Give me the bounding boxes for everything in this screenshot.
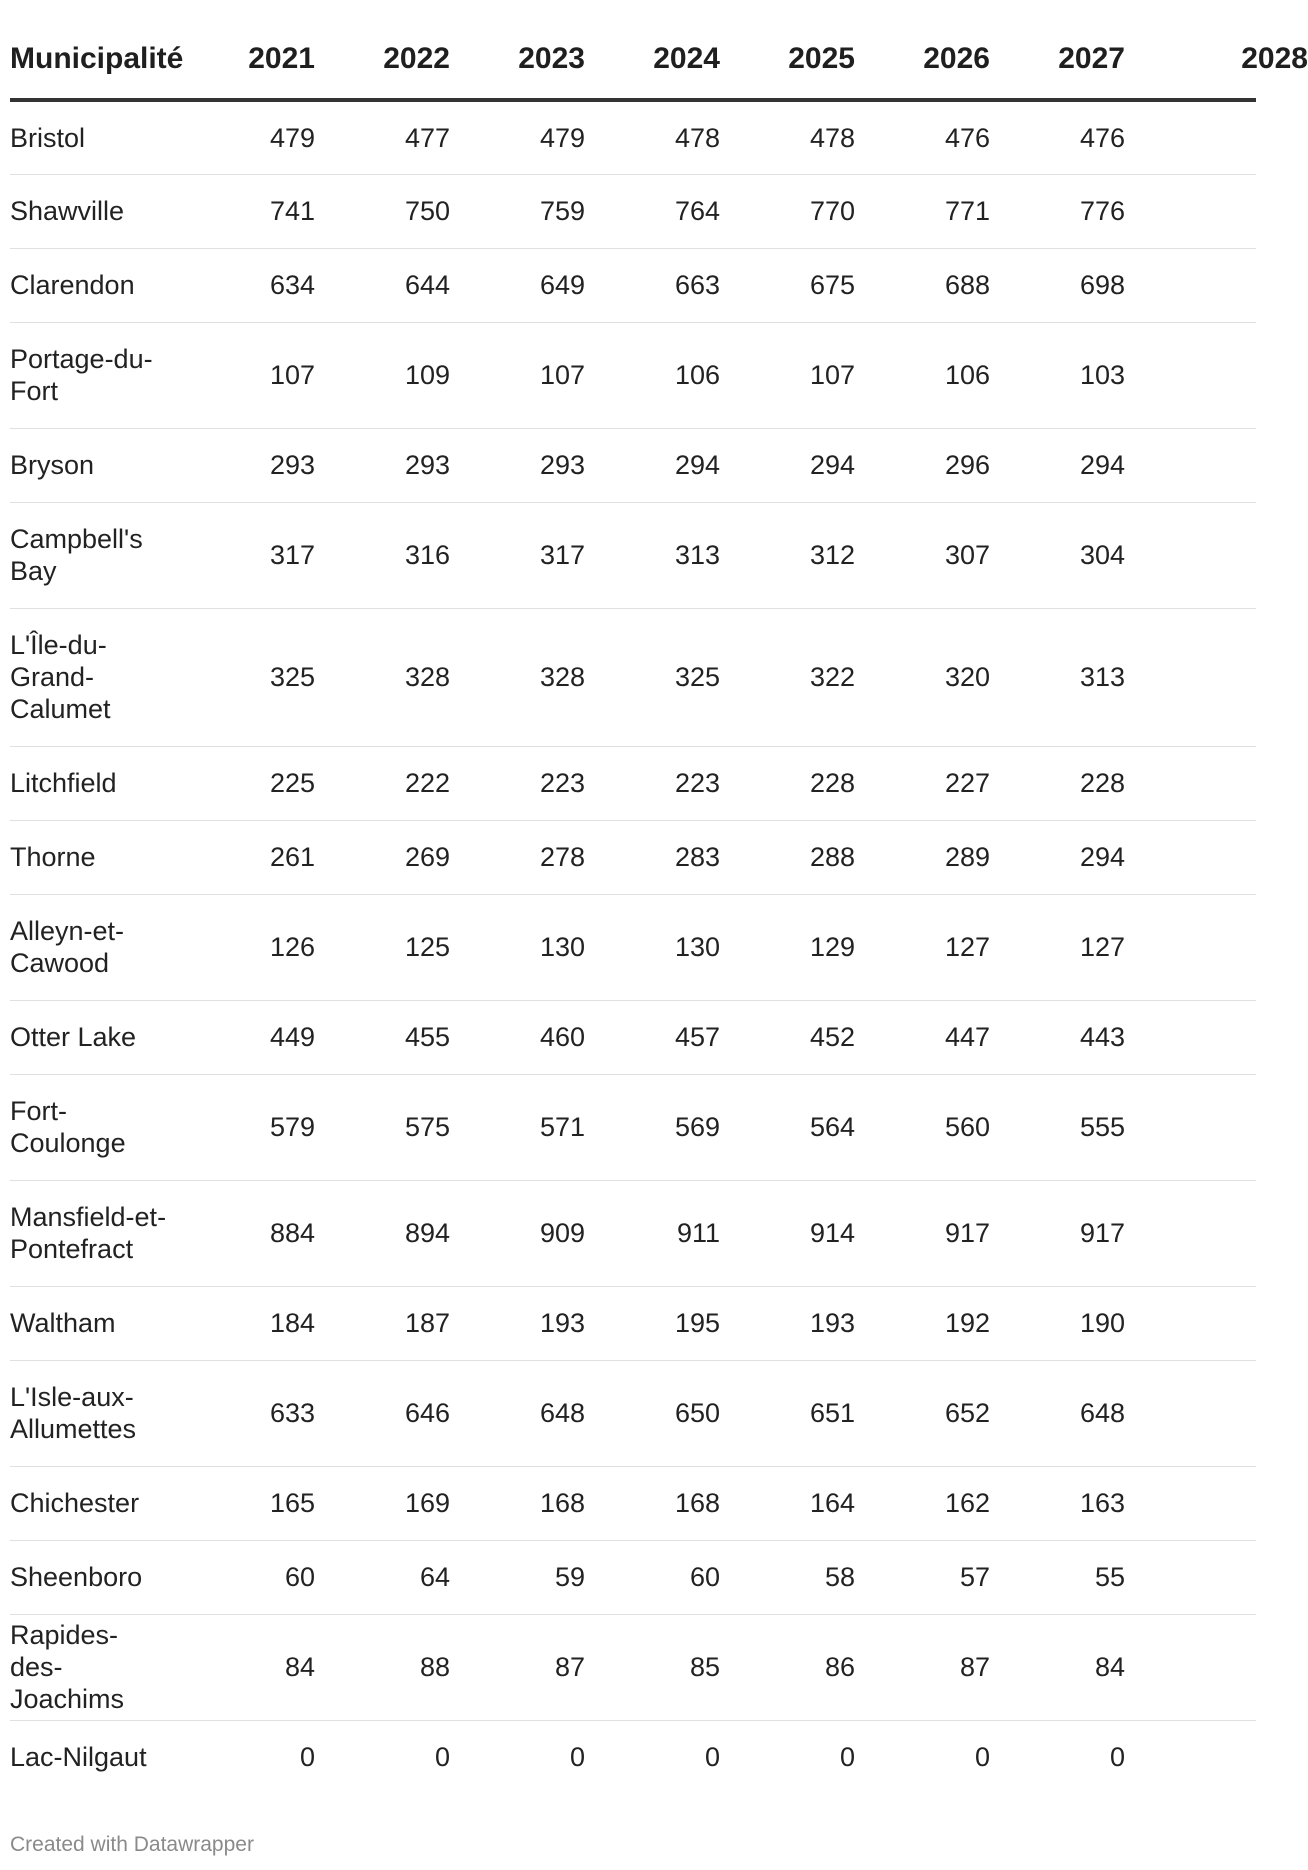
value-cell-2024: 130	[585, 894, 720, 1000]
value-cell-2021: 0	[299, 1742, 315, 1773]
value-cell-2025: 675	[720, 248, 855, 322]
value-cell-2023: 168	[450, 1466, 585, 1540]
table-row	[10, 1000, 1256, 1074]
value-cell-2025: 914	[720, 1180, 855, 1286]
value-cell-2024: 85	[585, 1614, 720, 1720]
column-header-2025[interactable]: 2025	[720, 0, 855, 100]
value-cell-2025: 228	[720, 746, 855, 820]
value-cell-clipped	[1125, 1074, 1256, 1180]
value-cell-2023: 130	[450, 894, 585, 1000]
value-cell-2027: 917	[990, 1180, 1125, 1286]
municipality-name-cell: L'Isle-aux-Allumettes	[10, 1360, 180, 1466]
value-cell-clipped	[1125, 428, 1256, 502]
value-cell-2027: 443	[990, 1000, 1125, 1074]
value-cell-2024: 569	[585, 1074, 720, 1180]
value-cell-2022: 64	[315, 1540, 450, 1614]
value-cell-clipped	[1125, 1540, 1256, 1614]
value-cell-2024: 0	[704, 1742, 720, 1773]
value-cell-2026: 320	[855, 608, 990, 746]
population-table	[10, 0, 1308, 1794]
value-cell-2024: 195	[585, 1286, 720, 1360]
value-cell-2026: 127	[855, 894, 990, 1000]
table-row	[10, 248, 1256, 322]
municipality-name-cell: Fort-Coulonge	[10, 1074, 180, 1180]
municipality-name-cell: Shawville	[10, 174, 180, 248]
value-cell-2027: 294	[990, 428, 1125, 502]
value-cell-2023: 479	[450, 100, 585, 174]
value-cell-2026: 87	[855, 1614, 990, 1720]
value-cell-2023: 107	[450, 322, 585, 428]
value-cell-2021: 633	[180, 1360, 315, 1466]
table-row	[10, 1286, 1256, 1360]
municipality-name-cell: Lac-Nilgaut	[10, 1742, 147, 1773]
value-cell-2025: 651	[720, 1360, 855, 1466]
table-row	[10, 1360, 1256, 1466]
value-cell-2022: 293	[315, 428, 450, 502]
value-cell-2021: 325	[180, 608, 315, 746]
value-cell-2021: 579	[180, 1074, 315, 1180]
value-cell-2022: 269	[315, 820, 450, 894]
value-cell-2025: 0	[839, 1742, 855, 1773]
value-cell-clipped	[1125, 608, 1256, 746]
column-header-2022[interactable]: 2022	[315, 0, 450, 100]
value-cell-2024: 663	[585, 248, 720, 322]
value-cell-2023: 193	[450, 1286, 585, 1360]
value-cell-2024: 478	[585, 100, 720, 174]
value-cell-2026: 0	[974, 1742, 990, 1773]
value-cell-2025: 129	[720, 894, 855, 1000]
value-cell-2021: 884	[180, 1180, 315, 1286]
table-row	[10, 1180, 1256, 1286]
value-cell-2027: 776	[990, 174, 1125, 248]
value-cell-2026: 652	[855, 1360, 990, 1466]
value-cell-clipped	[1125, 1614, 1256, 1720]
value-cell-2026: 447	[855, 1000, 990, 1074]
value-cell-2023: 87	[450, 1614, 585, 1720]
value-cell-2023: 59	[450, 1540, 585, 1614]
value-cell-2022: 316	[315, 502, 450, 608]
value-cell-2022: 750	[315, 174, 450, 248]
table-row	[10, 608, 1256, 746]
value-cell-2022: 125	[315, 894, 450, 1000]
table-row	[10, 502, 1256, 608]
value-cell-clipped	[1125, 1286, 1256, 1360]
value-cell-2024: 911	[585, 1180, 720, 1286]
table-row	[10, 1614, 1256, 1720]
value-cell-2027: 648	[990, 1360, 1125, 1466]
value-cell-2022: 109	[315, 322, 450, 428]
value-cell-2021: 741	[180, 174, 315, 248]
value-cell-2024: 106	[585, 322, 720, 428]
table-row	[10, 1540, 1256, 1614]
value-cell-2026: 106	[855, 322, 990, 428]
value-cell-2027: 294	[990, 820, 1125, 894]
value-cell-2023: 0	[569, 1742, 585, 1773]
value-cell-clipped	[1125, 1720, 1256, 1794]
value-cell-2025: 164	[720, 1466, 855, 1540]
value-cell-clipped	[1125, 248, 1256, 322]
value-cell-2026: 192	[855, 1286, 990, 1360]
table-row	[10, 820, 1256, 894]
value-cell-2023: 649	[450, 248, 585, 322]
value-cell-2024: 223	[585, 746, 720, 820]
value-cell-2025: 294	[720, 428, 855, 502]
value-cell-2024: 764	[585, 174, 720, 248]
table-row	[10, 746, 1256, 820]
value-cell-2023: 571	[450, 1074, 585, 1180]
value-cell-2023: 909	[450, 1180, 585, 1286]
municipality-name-cell: Bryson	[10, 428, 180, 502]
value-cell-2022: 575	[315, 1074, 450, 1180]
value-cell-2027: 190	[990, 1286, 1125, 1360]
column-header-2028-label: 2028	[1241, 42, 1308, 75]
value-cell-2021: 107	[180, 322, 315, 428]
value-cell-2022: 477	[315, 100, 450, 174]
column-header-2027[interactable]: 2027	[990, 0, 1125, 100]
value-cell-2024: 325	[585, 608, 720, 746]
value-cell-2027: 84	[990, 1614, 1125, 1720]
value-cell-2022: 0	[434, 1742, 450, 1773]
value-cell-2021: 634	[180, 248, 315, 322]
value-cell-2024: 457	[585, 1000, 720, 1074]
table-row	[10, 174, 1256, 248]
column-header-2021[interactable]: 2021	[180, 0, 315, 100]
municipality-name-cell: Litchfield	[10, 746, 180, 820]
municipality-name-cell: L'Île-du-Grand-Calumet	[10, 608, 180, 746]
value-cell-2026: 57	[855, 1540, 990, 1614]
value-cell-clipped	[1125, 1000, 1256, 1074]
value-cell-clipped	[1125, 100, 1256, 174]
municipality-name-cell: Alleyn-et-Cawood	[10, 894, 180, 1000]
value-cell-2021: 60	[180, 1540, 315, 1614]
value-cell-2026: 688	[855, 248, 990, 322]
value-cell-2022: 894	[315, 1180, 450, 1286]
table-row	[10, 1466, 1256, 1540]
value-cell-2026: 771	[855, 174, 990, 248]
value-cell-2023: 460	[450, 1000, 585, 1074]
value-cell-2022: 455	[315, 1000, 450, 1074]
value-cell-2023: 317	[450, 502, 585, 608]
column-header-2024[interactable]: 2024	[585, 0, 720, 100]
value-cell-2025: 86	[720, 1614, 855, 1720]
municipality-name-cell: Bristol	[10, 100, 180, 174]
municipality-name-cell: Waltham	[10, 1286, 180, 1360]
value-cell-2025: 312	[720, 502, 855, 608]
municipality-name-cell: Mansfield-et-Pontefract	[10, 1180, 180, 1286]
value-cell-2024: 294	[585, 428, 720, 502]
value-cell-clipped	[1125, 1180, 1256, 1286]
table-row	[10, 428, 1256, 502]
value-cell-clipped	[1125, 820, 1256, 894]
value-cell-2021: 449	[180, 1000, 315, 1074]
value-cell-2027: 555	[990, 1074, 1125, 1180]
value-cell-2022: 646	[315, 1360, 450, 1466]
value-cell-2025: 452	[720, 1000, 855, 1074]
column-header-2026[interactable]: 2026	[855, 0, 990, 100]
value-cell-2021: 225	[180, 746, 315, 820]
value-cell-2025: 58	[720, 1540, 855, 1614]
value-cell-2021: 126	[180, 894, 315, 1000]
table-row	[10, 1720, 1256, 1794]
value-cell-2021: 293	[180, 428, 315, 502]
value-cell-clipped	[1125, 1466, 1256, 1540]
municipality-name-cell: Clarendon	[10, 248, 180, 322]
municipality-name-cell: Thorne	[10, 820, 180, 894]
municipality-name-cell: Rapides-des-Joachims	[10, 1614, 180, 1720]
value-cell-2023: 278	[450, 820, 585, 894]
value-cell-2022: 169	[315, 1466, 450, 1540]
value-cell-2027: 103	[990, 322, 1125, 428]
value-cell-2023: 328	[450, 608, 585, 746]
value-cell-2023: 759	[450, 174, 585, 248]
value-cell-2026: 227	[855, 746, 990, 820]
table-body	[10, 100, 1256, 1794]
municipality-name-cell: Otter Lake	[10, 1000, 180, 1074]
municipality-name-cell: Portage-du-Fort	[10, 322, 180, 428]
value-cell-2024: 168	[585, 1466, 720, 1540]
value-cell-2021: 84	[180, 1614, 315, 1720]
table-row	[10, 894, 1256, 1000]
value-cell-2025: 564	[720, 1074, 855, 1180]
value-cell-2026: 162	[855, 1466, 990, 1540]
value-cell-2026: 296	[855, 428, 990, 502]
value-cell-2026: 307	[855, 502, 990, 608]
value-cell-2021: 184	[180, 1286, 315, 1360]
value-cell-clipped	[1125, 502, 1256, 608]
municipality-name-cell: Chichester	[10, 1466, 180, 1540]
column-header-municipalite[interactable]: Municipalité	[10, 0, 180, 100]
value-cell-2024: 650	[585, 1360, 720, 1466]
value-cell-2022: 88	[315, 1614, 450, 1720]
municipality-name-cell: Sheenboro	[10, 1540, 180, 1614]
value-cell-2023: 223	[450, 746, 585, 820]
value-cell-2021: 317	[180, 502, 315, 608]
value-cell-2027: 476	[990, 100, 1125, 174]
municipality-name-cell: Campbell's Bay	[10, 502, 180, 608]
value-cell-2027: 0	[1109, 1742, 1125, 1773]
value-cell-2022: 222	[315, 746, 450, 820]
column-header-2023[interactable]: 2023	[450, 0, 585, 100]
value-cell-2027: 698	[990, 248, 1125, 322]
value-cell-clipped	[1125, 322, 1256, 428]
value-cell-2021: 261	[180, 820, 315, 894]
table-row	[10, 322, 1256, 428]
value-cell-2026: 289	[855, 820, 990, 894]
value-cell-2027: 304	[990, 502, 1125, 608]
value-cell-2026: 917	[855, 1180, 990, 1286]
value-cell-2022: 187	[315, 1286, 450, 1360]
value-cell-2025: 288	[720, 820, 855, 894]
value-cell-2025: 193	[720, 1286, 855, 1360]
value-cell-2027: 127	[990, 894, 1125, 1000]
value-cell-2024: 283	[585, 820, 720, 894]
value-cell-2027: 163	[990, 1466, 1125, 1540]
value-cell-clipped	[1125, 894, 1256, 1000]
value-cell-2026: 560	[855, 1074, 990, 1180]
datawrapper-credit: Created with Datawrapper	[10, 1833, 254, 1856]
value-cell-2021: 165	[180, 1466, 315, 1540]
value-cell-2021: 479	[180, 100, 315, 174]
header-row	[10, 0, 1256, 100]
value-cell-2025: 107	[720, 322, 855, 428]
value-cell-2027: 228	[990, 746, 1125, 820]
value-cell-2024: 313	[585, 502, 720, 608]
value-cell-2024: 60	[585, 1540, 720, 1614]
value-cell-2022: 644	[315, 248, 450, 322]
column-header-2028-clipped[interactable]	[1125, 0, 1308, 100]
value-cell-clipped	[1125, 746, 1256, 820]
value-cell-2023: 293	[450, 428, 585, 502]
value-cell-2025: 478	[720, 100, 855, 174]
data-table-container	[10, 0, 1308, 1794]
table-row	[10, 1074, 1256, 1180]
value-cell-2026: 476	[855, 100, 990, 174]
value-cell-2023: 648	[450, 1360, 585, 1466]
value-cell-2025: 770	[720, 174, 855, 248]
value-cell-2022: 328	[315, 608, 450, 746]
value-cell-2027: 55	[990, 1540, 1125, 1614]
value-cell-clipped	[1125, 174, 1256, 248]
value-cell-2025: 322	[720, 608, 855, 746]
value-cell-2027: 313	[990, 608, 1125, 746]
value-cell-clipped	[1125, 1360, 1256, 1466]
table-row	[10, 100, 1256, 174]
